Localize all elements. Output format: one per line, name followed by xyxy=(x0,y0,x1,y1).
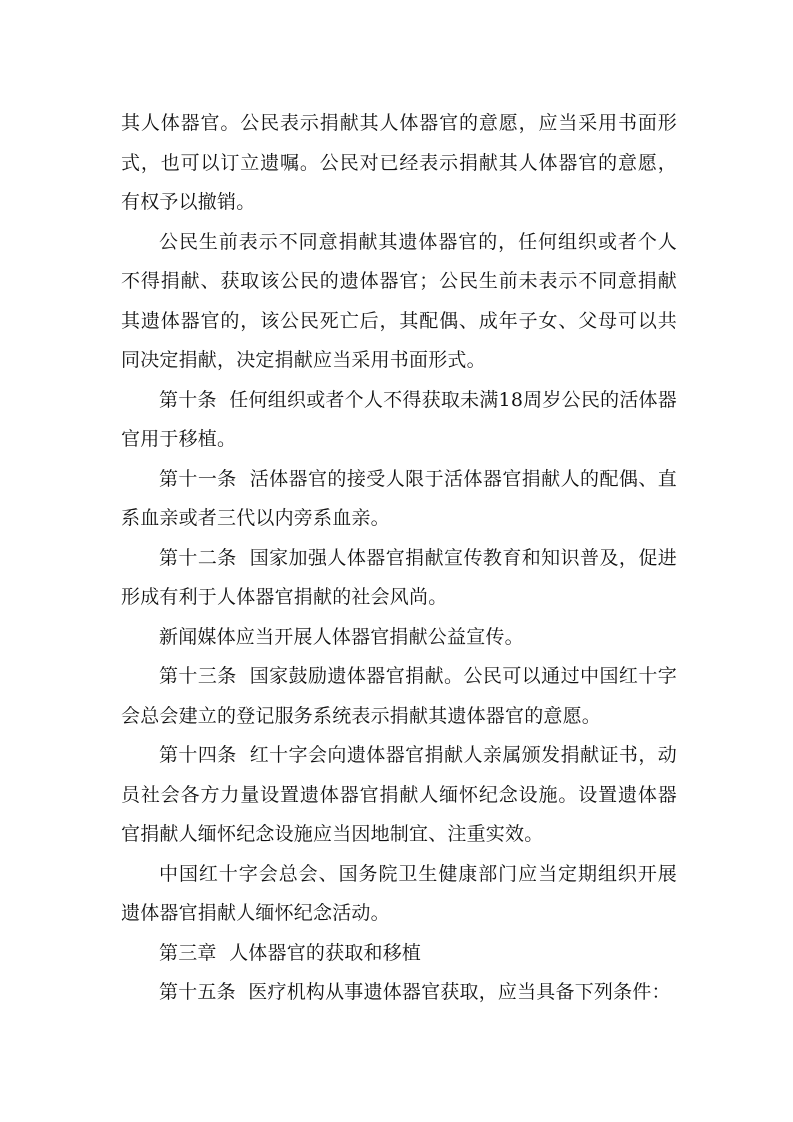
paragraph-text: 国家加强人体器官捐献宣传教育和知识普及，促进形成有利于人体器官捐献的社会风尚。 xyxy=(121,546,677,608)
article-paragraph xyxy=(121,736,677,855)
article-gap xyxy=(217,389,230,411)
article-number: 第十二条 xyxy=(159,546,237,569)
paragraph-text: 中国红十字会总会、国务院卫生健康部门应当定期组织开展遗体器官捐献人缅怀纪念活动。 xyxy=(121,862,677,924)
paragraph-text: 公民生前表示不同意捐献其遗体器官的，任何组织或者个人不得捐献、获取该公民的遗体器官；公民生前未表示不同意捐献其遗体器官的，该公民死亡后，其配偶、成年子女、父母可以共同决定捐献，决定捐献应当采用书面形式。 xyxy=(121,230,677,371)
paragraph-text: 国家鼓励遗体器官捐献。公民可以通过中国红十字会总会建立的登记服务系统表示捐献其遗体器官的意愿。 xyxy=(121,665,677,727)
article-gap xyxy=(237,547,250,569)
document-body xyxy=(121,104,677,1013)
paragraph-text: 活体器官的接受人限于活体器官捐献人的配偶、直系血亲或者三代以内旁系血亲。 xyxy=(121,467,677,529)
paragraph-text: 其人体器官。公民表示捐献其人体器官的意愿，应当采用书面形式，也可以订立遗嘱。公民对已经表示捐献其人体器官的意愿，有权予以撤销。 xyxy=(121,112,677,213)
paragraph xyxy=(121,223,677,381)
paragraph-text: 新闻媒体应当开展人体器官捐献公益宣传。 xyxy=(159,625,524,648)
article-number: 第十条 xyxy=(159,388,217,411)
article-paragraph xyxy=(121,460,677,539)
chapter-number: 第三章 xyxy=(159,941,217,964)
paragraph xyxy=(121,618,677,658)
article-number: 第十四条 xyxy=(159,744,237,766)
article-gap xyxy=(236,981,248,1003)
article-paragraph xyxy=(121,973,677,1013)
article-gap xyxy=(217,942,229,964)
chapter-title: 人体器官的获取和移植 xyxy=(229,941,422,964)
article-paragraph xyxy=(121,381,677,460)
paragraph-text: 红十字会向遗体器官捐献人亲属颁发捐献证书，动员社会各方力量设置遗体器官捐献人缅怀纪念设施。设置遗体器官捐献人缅怀纪念设施应当因地制宜、注重实效。 xyxy=(121,744,677,845)
article-number: 第十一条 xyxy=(159,467,237,490)
paragraph-text: 医疗机构从事遗体器官获取，应当具备下列条件： xyxy=(248,981,671,1003)
article-number: 第十五条 xyxy=(159,981,236,1003)
article-gap xyxy=(237,665,250,687)
paragraph-text: 任何组织或者个人不得获取未满18周岁公民的活体器官用于移植。 xyxy=(121,388,677,450)
article-paragraph xyxy=(121,657,677,736)
paragraph xyxy=(121,855,677,934)
chapter-heading xyxy=(121,934,677,974)
article-gap xyxy=(237,744,250,766)
paragraph-continuation xyxy=(121,104,677,223)
article-paragraph xyxy=(121,539,677,618)
article-gap xyxy=(237,468,250,490)
article-number: 第十三条 xyxy=(159,665,237,687)
